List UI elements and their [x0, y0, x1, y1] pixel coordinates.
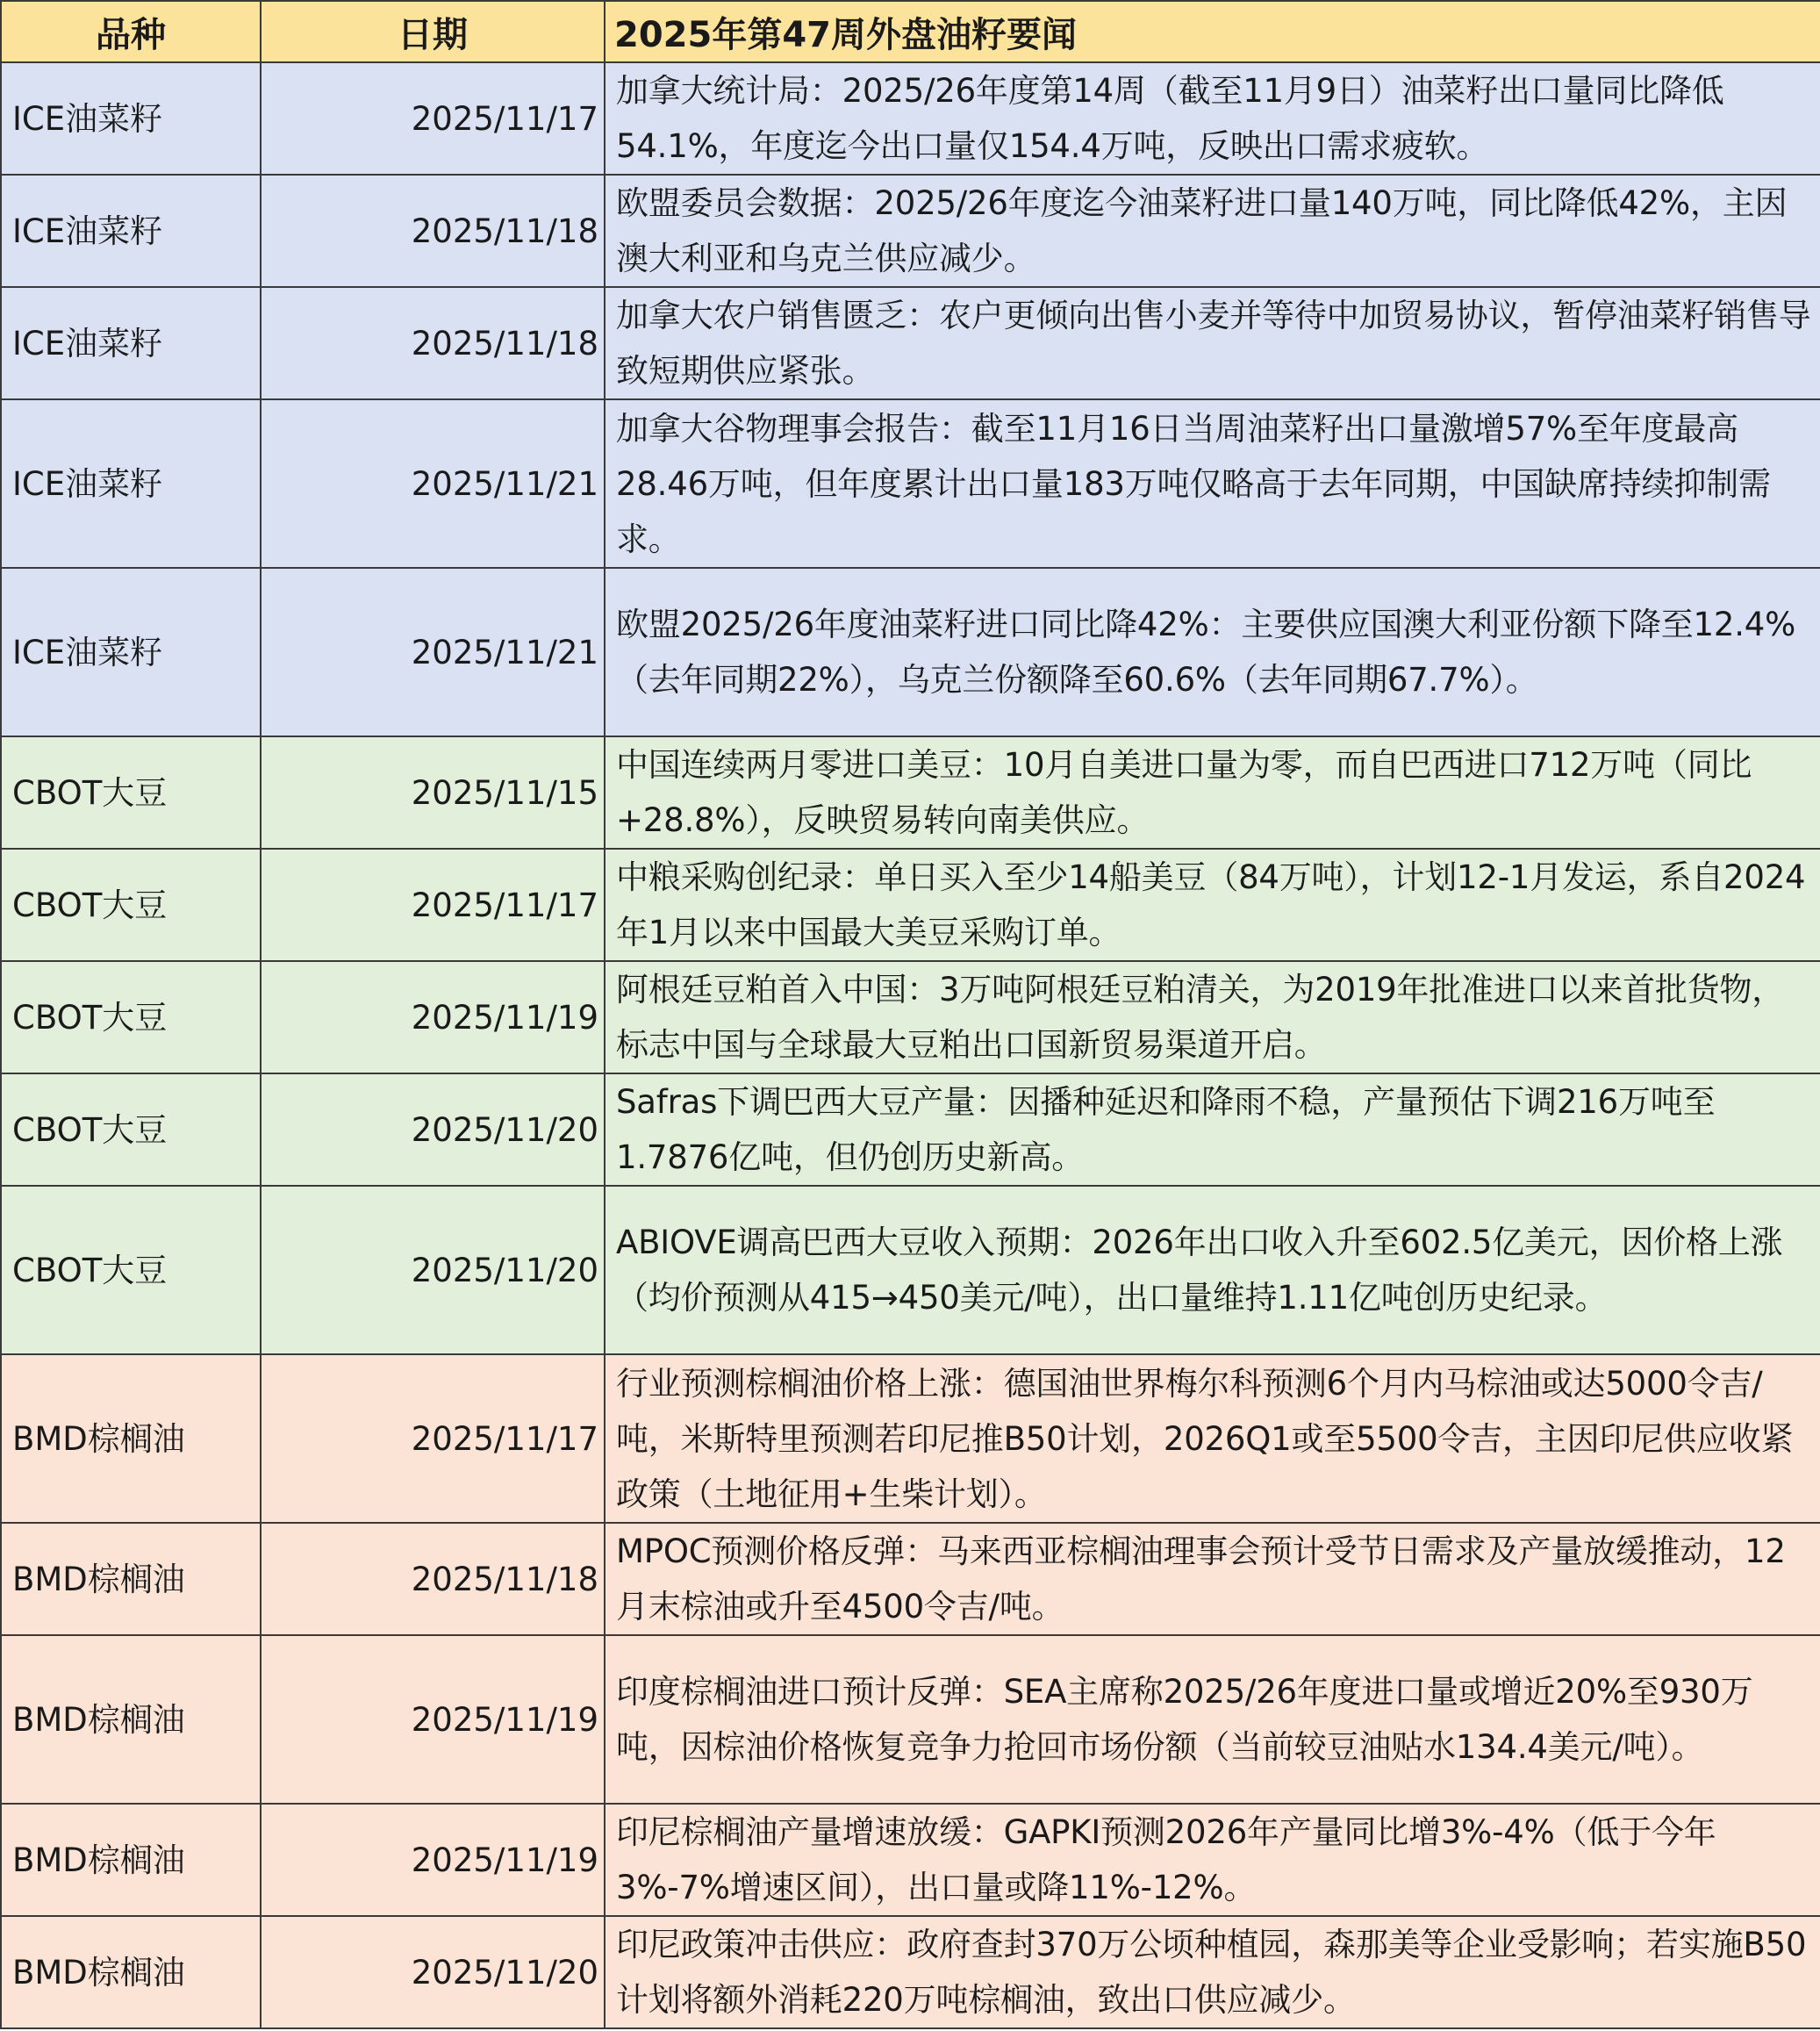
- table-row: [1, 568, 1820, 736]
- category-cell: ICE油菜籽: [1, 399, 261, 568]
- category-cell: ICE油菜籽: [1, 568, 261, 736]
- category-cell: CBOT大豆: [1, 961, 261, 1073]
- news-cell: 行业预测棕榈油价格上涨：德国油世界梅尔科预测6个月内马棕油或达5000令吉/吨，米斯特里预测若印尼推B50计划，2026Q1或至5500令吉，主因印尼供应收紧政策（土地征用+生柴计划）。: [605, 1354, 1820, 1523]
- news-cell: MPOC预测价格反弹：马来西亚棕榈油理事会预计受节日需求及产量放缓推动，12月末棕油或升至4500令吉/吨。: [605, 1523, 1820, 1635]
- header-row: [1, 1, 1820, 62]
- date-cell: 2025/11/17: [261, 62, 605, 175]
- category-cell: CBOT大豆: [1, 1073, 261, 1186]
- category-cell: CBOT大豆: [1, 849, 261, 961]
- news-cell: 印尼政策冲击供应：政府查封370万公顷种植园，森那美等企业受影响；若实施B50计划将额外消耗220万吨棕榈油，致出口供应减少。: [605, 1916, 1820, 2028]
- category-cell: BMD棕榈油: [1, 1523, 261, 1635]
- table-row: [1, 399, 1820, 568]
- date-cell: 2025/11/21: [261, 399, 605, 568]
- category-cell: ICE油菜籽: [1, 287, 261, 399]
- date-cell: 2025/11/20: [261, 1916, 605, 2028]
- news-cell: 加拿大统计局：2025/26年度第14周（截至11月9日）油菜籽出口量同比降低54.1%，年度迄今出口量仅154.4万吨，反映出口需求疲软。: [605, 62, 1820, 175]
- date-cell: 2025/11/17: [261, 849, 605, 961]
- table-row: [1, 287, 1820, 399]
- date-cell: 2025/11/18: [261, 175, 605, 287]
- table-row: [1, 175, 1820, 287]
- news-cell: 欧盟委员会数据：2025/26年度迄今油菜籽进口量140万吨，同比降低42%，主因澳大利亚和乌克兰供应减少。: [605, 175, 1820, 287]
- news-cell: 加拿大农户销售匮乏：农户更倾向出售小麦并等待中加贸易协议，暂停油菜籽销售导致短期供应紧张。: [605, 287, 1820, 399]
- category-cell: ICE油菜籽: [1, 175, 261, 287]
- news-cell: 阿根廷豆粕首入中国：3万吨阿根廷豆粕清关，为2019年批准进口以来首批货物，标志中国与全球最大豆粕出口国新贸易渠道开启。: [605, 961, 1820, 1073]
- category-cell: CBOT大豆: [1, 736, 261, 849]
- date-cell: 2025/11/18: [261, 1523, 605, 1635]
- date-cell: 2025/11/19: [261, 961, 605, 1073]
- news-cell: 印度棕榈油进口预计反弹：SEA主席称2025/26年度进口量或增近20%至930万吨，因棕油价格恢复竞争力抢回市场份额（当前较豆油贴水134.4美元/吨）。: [605, 1635, 1820, 1804]
- table-row: [1, 1523, 1820, 1635]
- table-row: [1, 1635, 1820, 1804]
- date-cell: 2025/11/21: [261, 568, 605, 736]
- news-cell: 欧盟2025/26年度油菜籽进口同比降42%：主要供应国澳大利亚份额下降至12.4%（去年同期22%），乌克兰份额降至60.6%（去年同期67.7%）。: [605, 568, 1820, 736]
- category-cell: BMD棕榈油: [1, 1635, 261, 1804]
- news-cell: 中粮采购创纪录：单日买入至少14船美豆（84万吨），计划12-1月发运，系自2024年1月以来中国最大美豆采购订单。: [605, 849, 1820, 961]
- header-date: 日期: [261, 1, 605, 62]
- table-row: [1, 1186, 1820, 1354]
- news-cell: 加拿大谷物理事会报告：截至11月16日当周油菜籽出口量激增57%至年度最高28.46万吨，但年度累计出口量183万吨仅略高于去年同期，中国缺席持续抑制需求。: [605, 399, 1820, 568]
- header-news: 2025年第47周外盘油籽要闻: [605, 1, 1820, 62]
- table-row: [1, 1073, 1820, 1186]
- date-cell: 2025/11/20: [261, 1073, 605, 1186]
- category-cell: ICE油菜籽: [1, 62, 261, 175]
- date-cell: 2025/11/15: [261, 736, 605, 849]
- date-cell: 2025/11/19: [261, 1804, 605, 1916]
- category-cell: CBOT大豆: [1, 1186, 261, 1354]
- category-cell: BMD棕榈油: [1, 1354, 261, 1523]
- news-cell: ABIOVE调高巴西大豆收入预期：2026年出口收入升至602.5亿美元，因价格上涨（均价预测从415→450美元/吨），出口量维持1.11亿吨创历史纪录。: [605, 1186, 1820, 1354]
- category-cell: BMD棕榈油: [1, 1804, 261, 1916]
- category-cell: BMD棕榈油: [1, 1916, 261, 2028]
- header-category: 品种: [1, 1, 261, 62]
- date-cell: 2025/11/17: [261, 1354, 605, 1523]
- news-cell: 印尼棕榈油产量增速放缓：GAPKI预测2026年产量同比增3%-4%（低于今年3%-7%增速区间），出口量或降11%-12%。: [605, 1804, 1820, 1916]
- news-cell: Safras下调巴西大豆产量：因播种延迟和降雨不稳，产量预估下调216万吨至1.7876亿吨，但仍创历史新高。: [605, 1073, 1820, 1186]
- table-row: [1, 1354, 1820, 1523]
- table-row: [1, 849, 1820, 961]
- date-cell: 2025/11/18: [261, 287, 605, 399]
- table-row: [1, 961, 1820, 1073]
- news-cell: 中国连续两月零进口美豆：10月自美进口量为零，而自巴西进口712万吨（同比+28.8%），反映贸易转向南美供应。: [605, 736, 1820, 849]
- table-row: [1, 1804, 1820, 1916]
- table-row: [1, 1916, 1820, 2028]
- table-row: [1, 736, 1820, 849]
- date-cell: 2025/11/19: [261, 1635, 605, 1804]
- date-cell: 2025/11/20: [261, 1186, 605, 1354]
- table-row: [1, 62, 1820, 175]
